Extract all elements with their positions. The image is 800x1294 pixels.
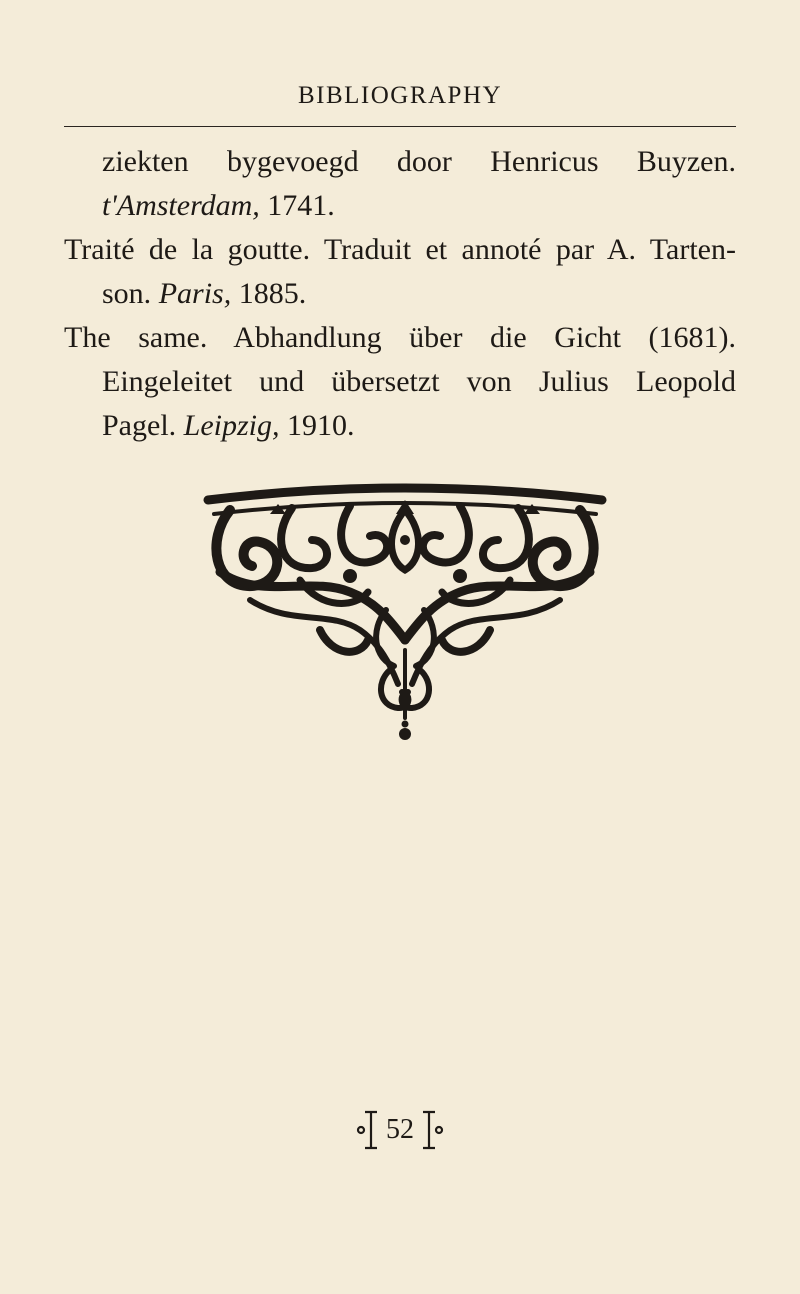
page-number: 52 bbox=[386, 1114, 414, 1145]
running-head: BIBLIOGRAPHY bbox=[297, 82, 503, 109]
bibliography-entry bbox=[64, 228, 736, 316]
entry-text-line: The same. Abhandlung über die Gicht (1681). bbox=[64, 321, 736, 354]
entry-place: Paris, bbox=[158, 277, 232, 310]
bibliography-entries bbox=[64, 140, 736, 448]
entry-year: 1910. bbox=[287, 409, 355, 442]
entry-place: t'Amsterdam, bbox=[102, 189, 260, 222]
entry-imprint-line bbox=[64, 272, 736, 316]
header-rule bbox=[64, 126, 736, 127]
entry-text-line: Eingeleitet und übersetzt von Julius Leopold bbox=[102, 365, 736, 398]
entry-text-fragment: Pagel. bbox=[102, 409, 177, 442]
entry-text-line: ziekten bygevoegd door Henricus Buyzen. bbox=[102, 145, 736, 178]
arabesque-tailpiece-icon bbox=[200, 480, 610, 750]
entry-imprint-line bbox=[64, 404, 736, 448]
entry-imprint-line bbox=[64, 184, 736, 228]
entry-place: Leipzig, bbox=[183, 409, 280, 442]
bracket-ornament-icon bbox=[423, 1108, 445, 1152]
bibliography-entry bbox=[64, 316, 736, 448]
page-folio bbox=[0, 1108, 800, 1152]
entry-text-line: Traité de la goutte. Traduit et annoté par A. Tarten- bbox=[64, 233, 736, 266]
bracket-ornament-icon bbox=[355, 1108, 377, 1152]
entry-year: 1741. bbox=[267, 189, 335, 222]
entry-year: 1885. bbox=[238, 277, 307, 310]
bibliography-entry bbox=[64, 140, 736, 228]
entry-text-fragment: son. bbox=[102, 277, 152, 310]
